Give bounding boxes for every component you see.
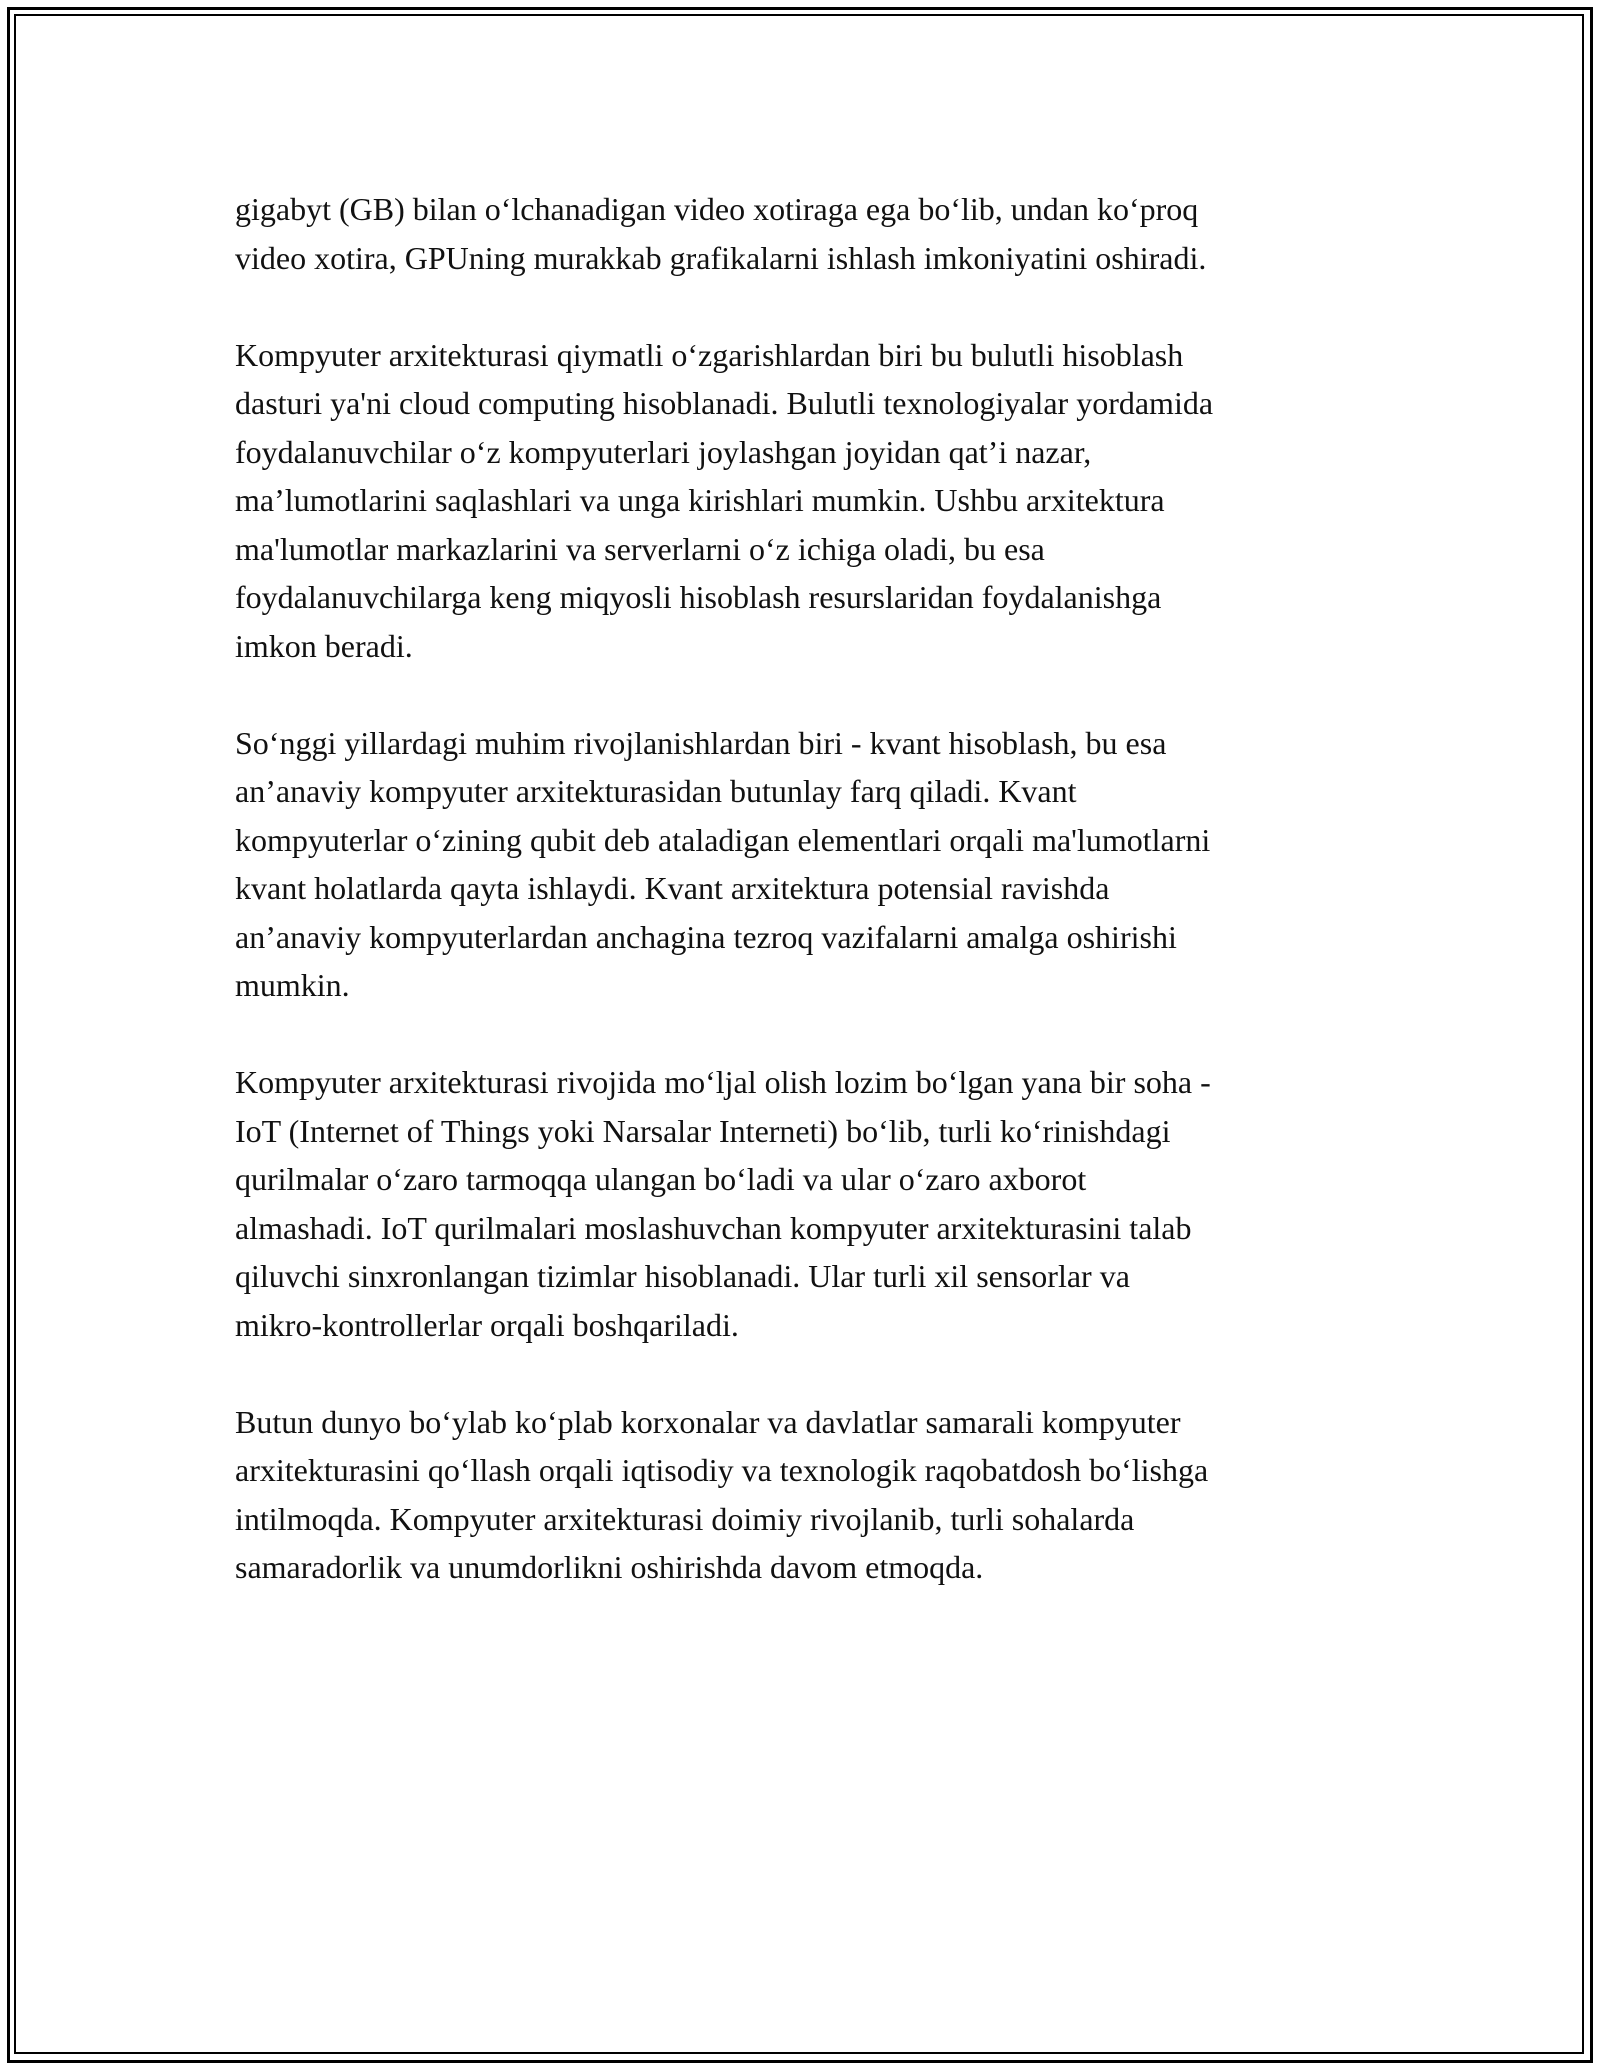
- paragraph-line: kompyuterlar o‘zining qubit deb ataladigan elementlari orqali ma'lumotlarni: [235, 821, 1211, 858]
- paragraph-line: intilmoqda. Kompyuter arxitekturasi doimiy rivojlanib, turli sohalarda: [235, 1500, 1135, 1537]
- paragraph-line: arxitekturasini qo‘llash orqali iqtisodiy va texnologik raqobatdosh bo‘lishga: [235, 1452, 1209, 1488]
- paragraph-line: video xotira, GPUning murakkab grafikalarni ishlash imkoniyatini oshiradi.: [235, 239, 1207, 276]
- paragraph-line: mumkin.: [235, 967, 350, 1003]
- paragraph-line: foydalanuvchilar o‘z kompyuterlari joylashgan joyidan qat’i nazar,: [235, 433, 1092, 470]
- paragraph-line: ma'lumotlar markazlarini va serverlarni o‘z ichiga oladi, bu esa: [235, 530, 1045, 567]
- paragraph-line: an’anaviy kompyuter arxitekturasidan butunlay farq qiladi. Kvant: [235, 773, 1077, 809]
- paragraph-line: samaradorlik va unumdorlikni oshirishda davom etmoqda.: [235, 1549, 984, 1585]
- paragraph-1: [235, 185, 1365, 282]
- paragraph-line: imkon beradi.: [235, 627, 413, 664]
- paragraph-line: kvant holatlarda qayta ishlaydi. Kvant arxitektura potensial ravishda: [235, 870, 1110, 906]
- paragraph-line: qurilmalar o‘zaro tarmoqqa ulangan bo‘ladi va ular o‘zaro axborot: [235, 1161, 1087, 1197]
- paragraph-line: foydalanuvchilarga keng miqyosli hisoblash resurslaridan foydalanishga: [235, 579, 1162, 615]
- paragraph-line: gigabyt (GB) bilan o‘lchanadigan video xotiraga ega bo‘lib, undan ko‘proq: [235, 191, 1199, 227]
- paragraph-line: So‘nggi yillardagi muhim rivojlanishlardan biri - kvant hisoblash, bu esa: [235, 724, 1167, 761]
- paragraph-2: [235, 331, 1365, 671]
- paragraph-line: an’anaviy kompyuterlardan anchagina tezroq vazifalarni amalga oshirishi: [235, 918, 1177, 955]
- paragraph-line: ma’lumotlarini saqlashlari va unga kirishlari mumkin. Ushbu arxitektura: [235, 482, 1165, 518]
- paragraph-line: IoT (Internet of Things yoki Narsalar Interneti) bo‘lib, turli ko‘rinishdagi: [235, 1112, 1171, 1149]
- document-body: [235, 185, 1365, 1640]
- paragraph-line: dasturi ya'ni cloud computing hisoblanadi. Bulutli texnologiyalar yordamida: [235, 385, 1214, 421]
- paragraph-line: Butun dunyo bo‘ylab ko‘plab korxonalar va davlatlar samarali kompyuter: [235, 1403, 1181, 1440]
- paragraph-4: [235, 1058, 1365, 1349]
- paragraph-5: [235, 1398, 1365, 1592]
- paragraph-line: almashadi. IoT qurilmalari moslashuvchan kompyuter arxitekturasini talab: [235, 1209, 1192, 1246]
- paragraph-line: Kompyuter arxitekturasi qiymatli o‘zgarishlardan biri bu bulutli hisoblash: [235, 336, 1184, 373]
- paragraph-line: qiluvchi sinxronlangan tizimlar hisoblanadi. Ular turli xil sensorlar va: [235, 1258, 1130, 1294]
- paragraph-3: [235, 719, 1365, 1010]
- paragraph-line: mikro-kontrollerlar orqali boshqariladi.: [235, 1306, 739, 1343]
- paragraph-line: Kompyuter arxitekturasi rivojida mo‘ljal olish lozim bo‘lgan yana bir soha -: [235, 1064, 1211, 1100]
